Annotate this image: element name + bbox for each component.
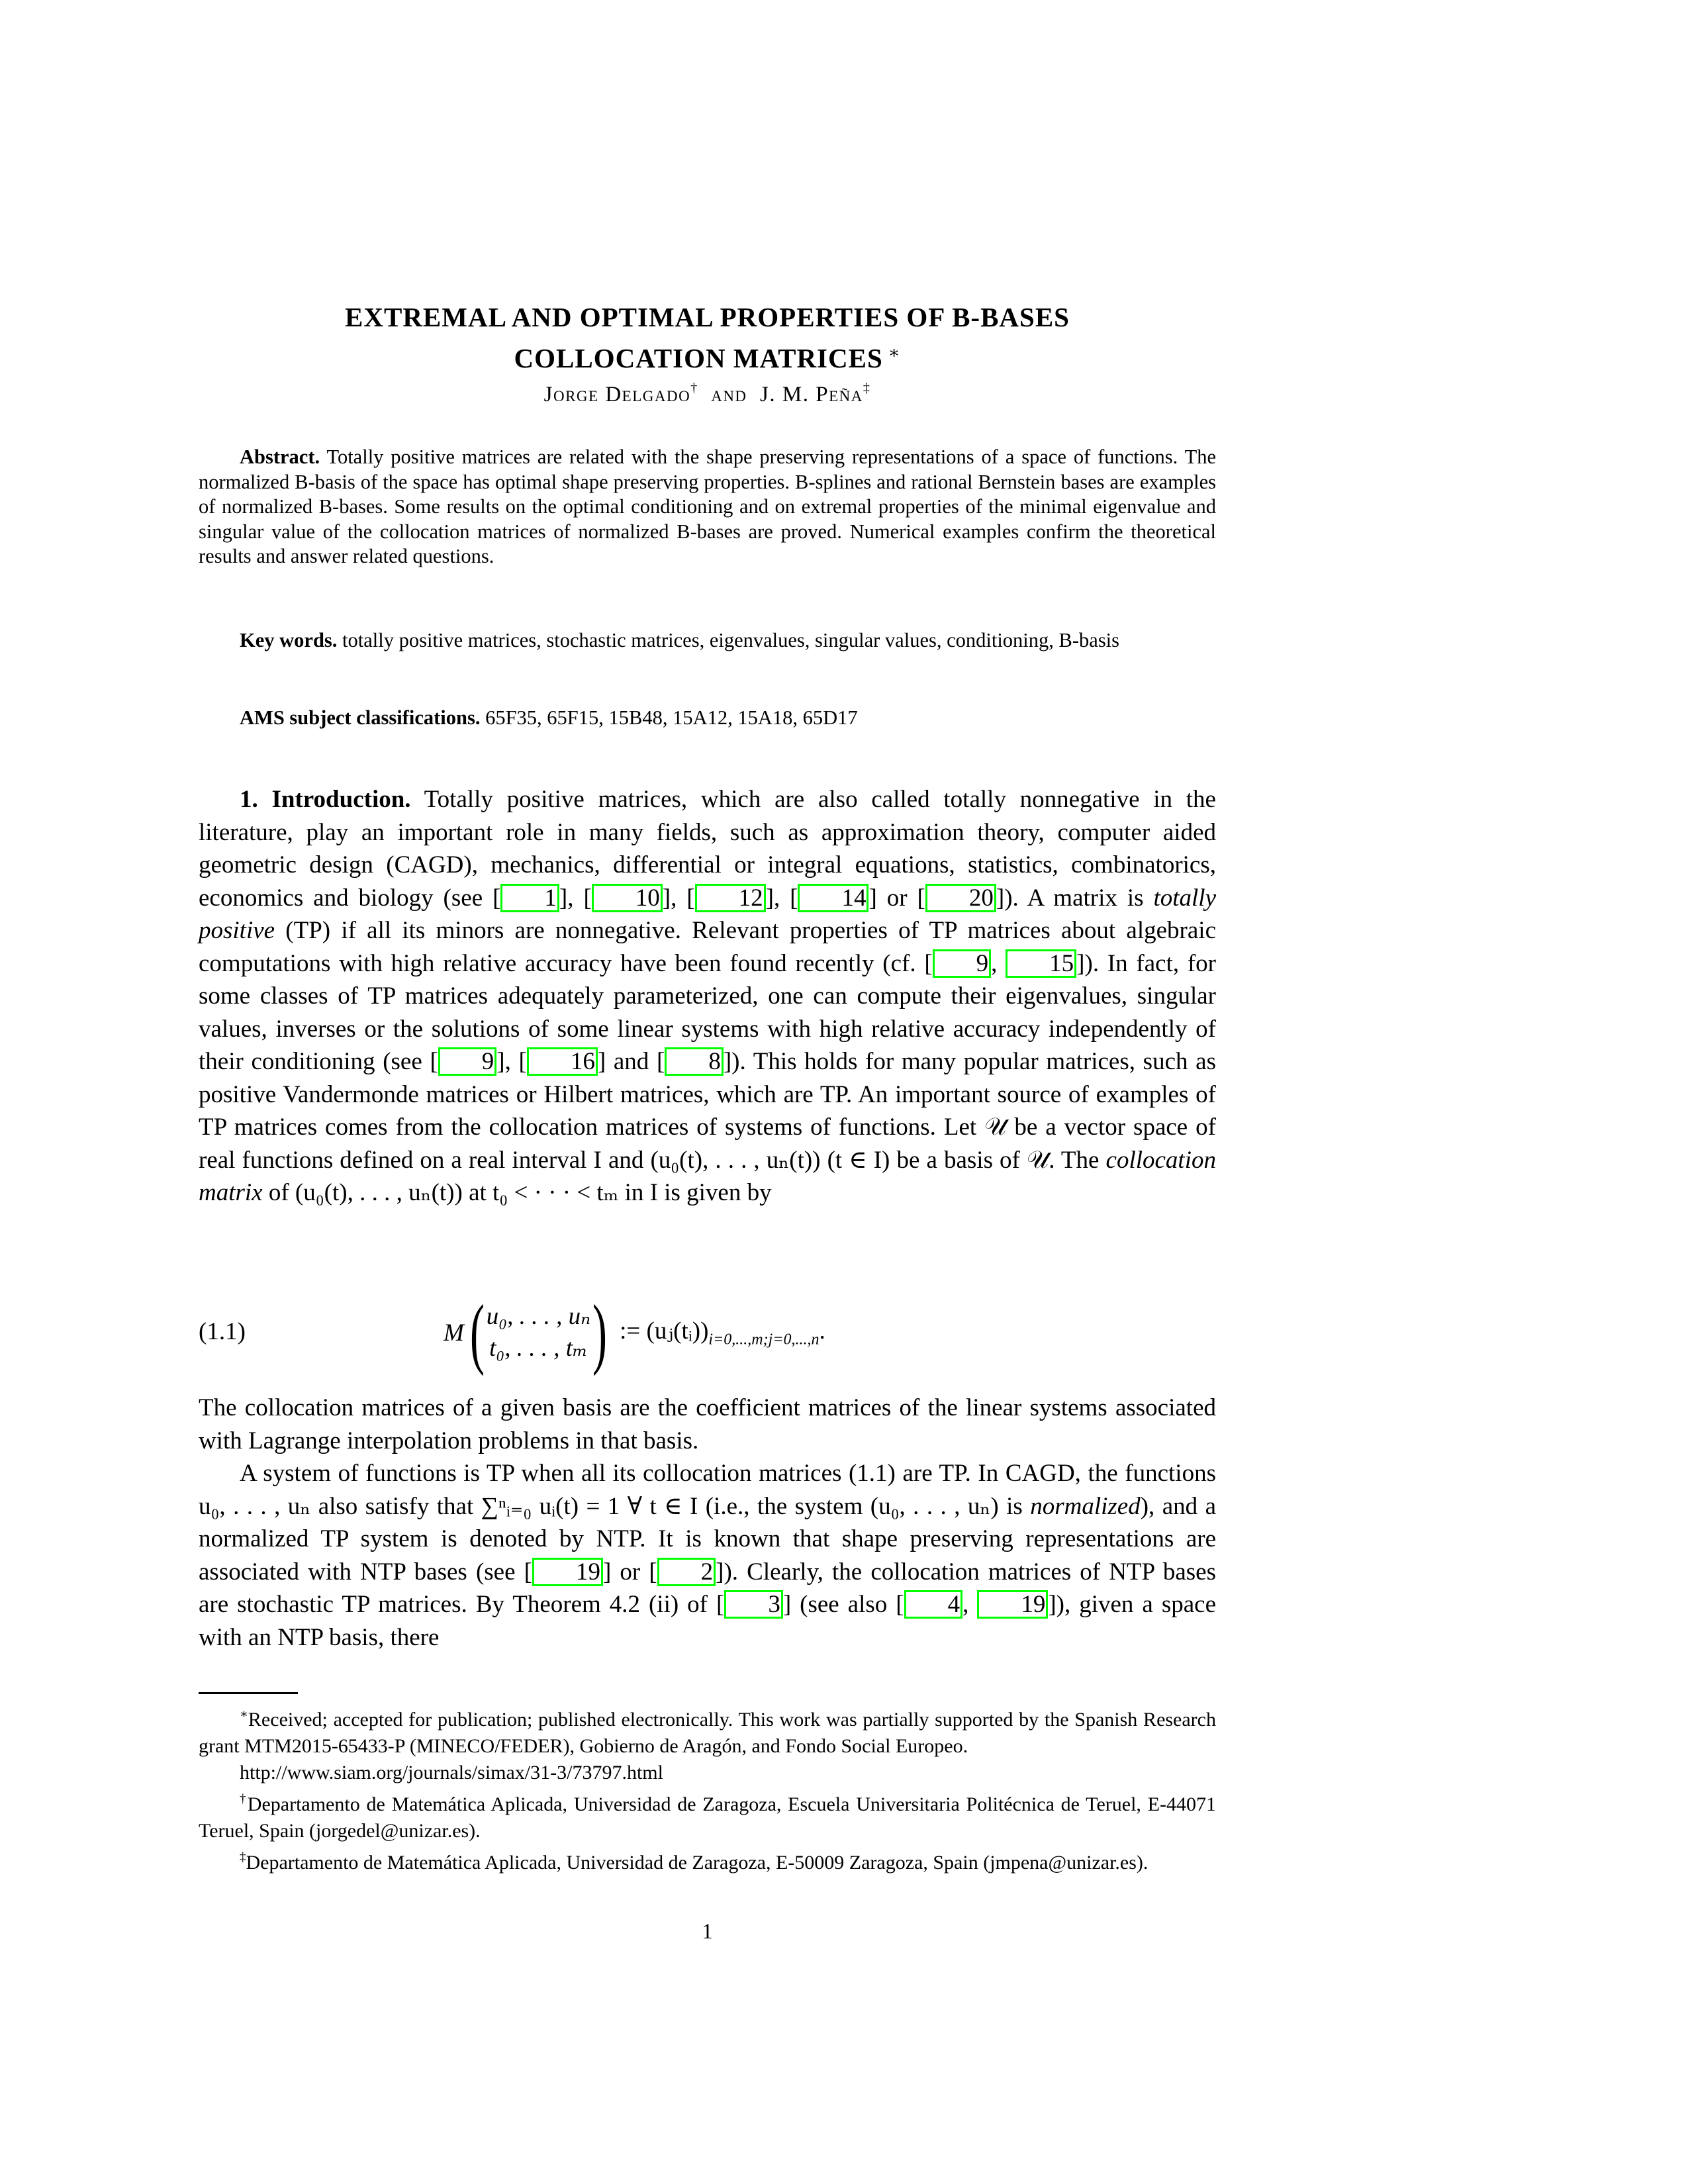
abstract-label: Abstract. — [240, 446, 320, 468]
paper-title — [199, 299, 1216, 376]
author-2-footnote-mark[interactable]: ‡ — [863, 381, 871, 395]
abstract-text: Totally positive matrices are related with the shape preserving representations of a space of functions. The normalized B-basis of the space has optimal shape preserving properties. B-splines and rational Bernstein bases are examples of normalized B-bases. Some results on the optimal conditioning and on extremal properties of the minimal eigenvalue and singular value of the collocation matrices of normalized B-bases are proved. Numerical examples confirm the theoretical results and answer related questions. — [199, 446, 1216, 567]
keywords-text: totally positive matrices, stochastic matrices, eigenvalues, singular values, conditioning, B-basis — [342, 629, 1120, 651]
author-1-footnote-mark[interactable]: † — [690, 381, 698, 395]
citation-link[interactable]: 10 — [592, 884, 663, 912]
footnote-url[interactable]: http://www.siam.org/journals/simax/31-3/73797.html — [240, 1762, 663, 1783]
footnotes — [199, 1701, 1216, 1876]
citation-link[interactable]: 20 — [925, 884, 996, 912]
citation-link[interactable]: 19 — [532, 1558, 603, 1586]
right-paren: ) — [592, 1288, 608, 1376]
left-paren: ( — [469, 1288, 485, 1376]
equation-1-1 — [199, 1288, 1216, 1376]
author-conjunction: and — [711, 383, 747, 406]
citation-link[interactable]: 12 — [695, 884, 766, 912]
section-heading: Introduction. — [271, 786, 411, 813]
intro-paragraph-3: A system of functions is TP when all its collocation matrices (1.1) are TP. In CAGD, the functions u₀, . . . , uₙ also satisfy that ∑ⁿᵢ₌₀ uᵢ(t) = 1 ∀ t ∈ I (i.e., the system (u₀, . . . , uₙ) is normalized), and a normalized TP system is denoted by NTP. It is known that shape preserving representations are associated with NTP bases (see [ 19 ] or [ 2 ]). Clearly, the collocation matrices of NTP bases are stochastic TP matrices. By Theorem 4.2 (ii) of [ 3 ] (see also [ 4 , 19 ]), given a space with an NTP basis, there — [199, 1460, 1217, 1651]
citation-link[interactable]: 3 — [724, 1590, 783, 1619]
section-number: 1. — [240, 786, 258, 813]
citation-link[interactable]: 19 — [977, 1590, 1048, 1619]
page-number: 1 — [702, 1920, 713, 1944]
title-line-2: COLLOCATION MATRICES ∗ — [514, 343, 901, 373]
author-2: J. M. Peña — [760, 383, 863, 406]
equation-body: M ( u₀, . . . , uₙ t₀, . . . , tₘ ) := $(uⱼ(tᵢ))_{i=0,...,m;j=0,...,n}$. — [444, 1288, 825, 1376]
title-footnote-mark[interactable]: ∗ — [888, 343, 901, 362]
intro-paragraph-2: The collocation matrices of a given basis are the coefficient matrices of the linear systems associated with Lagrange interpolation problems in that basis. — [199, 1394, 1216, 1454]
ams-text: 65F35, 65F15, 15B48, 15A12, 15A18, 65D17 — [485, 706, 858, 729]
footnote: ∗Received; accepted for publication; published electronically. This work was partially supported by the Spanish Research grant MTM2015-65433-P (MINECO/FEDER), Gobierno de Aragón, and Fondo Social Europeo. — [199, 1707, 1216, 1757]
author-1: Jorge Delgado — [543, 383, 691, 406]
intro-paragraph-1: 1. Introduction. Totally positive matrices, which are also called totally nonnegative in the literature, play an important role in many fields, such as approximation theory, computer aided geometric design (CAGD), mechanics, differential or integral equations, statistics, combinatorics, economics and biology (see [ 1 ], [ 10 ], [ 12 ], [ 14 ] or [ 20 ]). A matrix is totally positive (TP) if all its minors are nonnegative. Relevant properties of TP matrices about algebraic computations with high relative accuracy have been found recently (cf. [ 9 , 15 ]). In fact, for some classes of TP matrices adequately parameterized, one can compute their eigenvalues, singular values, inverses or the solutions of some linear systems with high relative accuracy independently of their conditioning (see [ 9 ], [ 16 ] and [ 8 ]). This holds for many popular matrices, such as positive Vandermonde matrices or Hilbert matrices, which are TP. An important source of examples of TP matrices comes from the collocation matrices of systems of functions. Let 𝒰 be a vector space of real functions defined on a real interval I and (u₀(t), . . . , uₙ(t)) (t ∈ I) be a basis of 𝒰. The collocation matrix of (u₀(t), . . . , uₙ(t)) at t₀ < · · · < tₘ in I is given by — [199, 786, 1217, 1206]
equation-number: (1.1) — [199, 1318, 246, 1345]
citation-link[interactable]: 15 — [1006, 949, 1076, 978]
ams-classifications — [199, 706, 1216, 731]
citation-link[interactable]: 16 — [527, 1047, 598, 1076]
footnote: †Departamento de Matemática Aplicada, Universidad de Zaragoza, Escuela Universitaria Politécnica de Teruel, E-44071 Teruel, Spain (jorgedel@unizar.es). — [199, 1792, 1216, 1842]
citation-link[interactable]: 14 — [798, 884, 868, 912]
footnote-rule — [199, 1692, 298, 1694]
citation-link[interactable]: 9 — [933, 949, 992, 978]
ams-label: AMS subject classifications. — [240, 706, 481, 729]
footnote: ‡Departamento de Matemática Aplicada, Universidad de Zaragoza, E-50009 Zaragoza, Spain (jmpena@unizar.es). — [240, 1850, 1149, 1874]
citation-link[interactable]: 4 — [904, 1590, 963, 1619]
citation-link[interactable]: 8 — [665, 1047, 724, 1076]
citation-link[interactable]: 1 — [500, 884, 559, 912]
abstract — [199, 445, 1216, 569]
matrix-args: u₀, . . . , uₙ t₀, . . . , tₘ — [486, 1303, 591, 1362]
title-line-1: EXTREMAL AND OPTIMAL PROPERTIES OF B-BASES — [345, 302, 1070, 332]
citation-link[interactable]: 2 — [657, 1558, 716, 1586]
author-line — [199, 381, 1216, 407]
citation-link[interactable]: 9 — [438, 1047, 497, 1076]
keywords — [199, 628, 1216, 653]
keywords-label: Key words. — [240, 629, 338, 651]
